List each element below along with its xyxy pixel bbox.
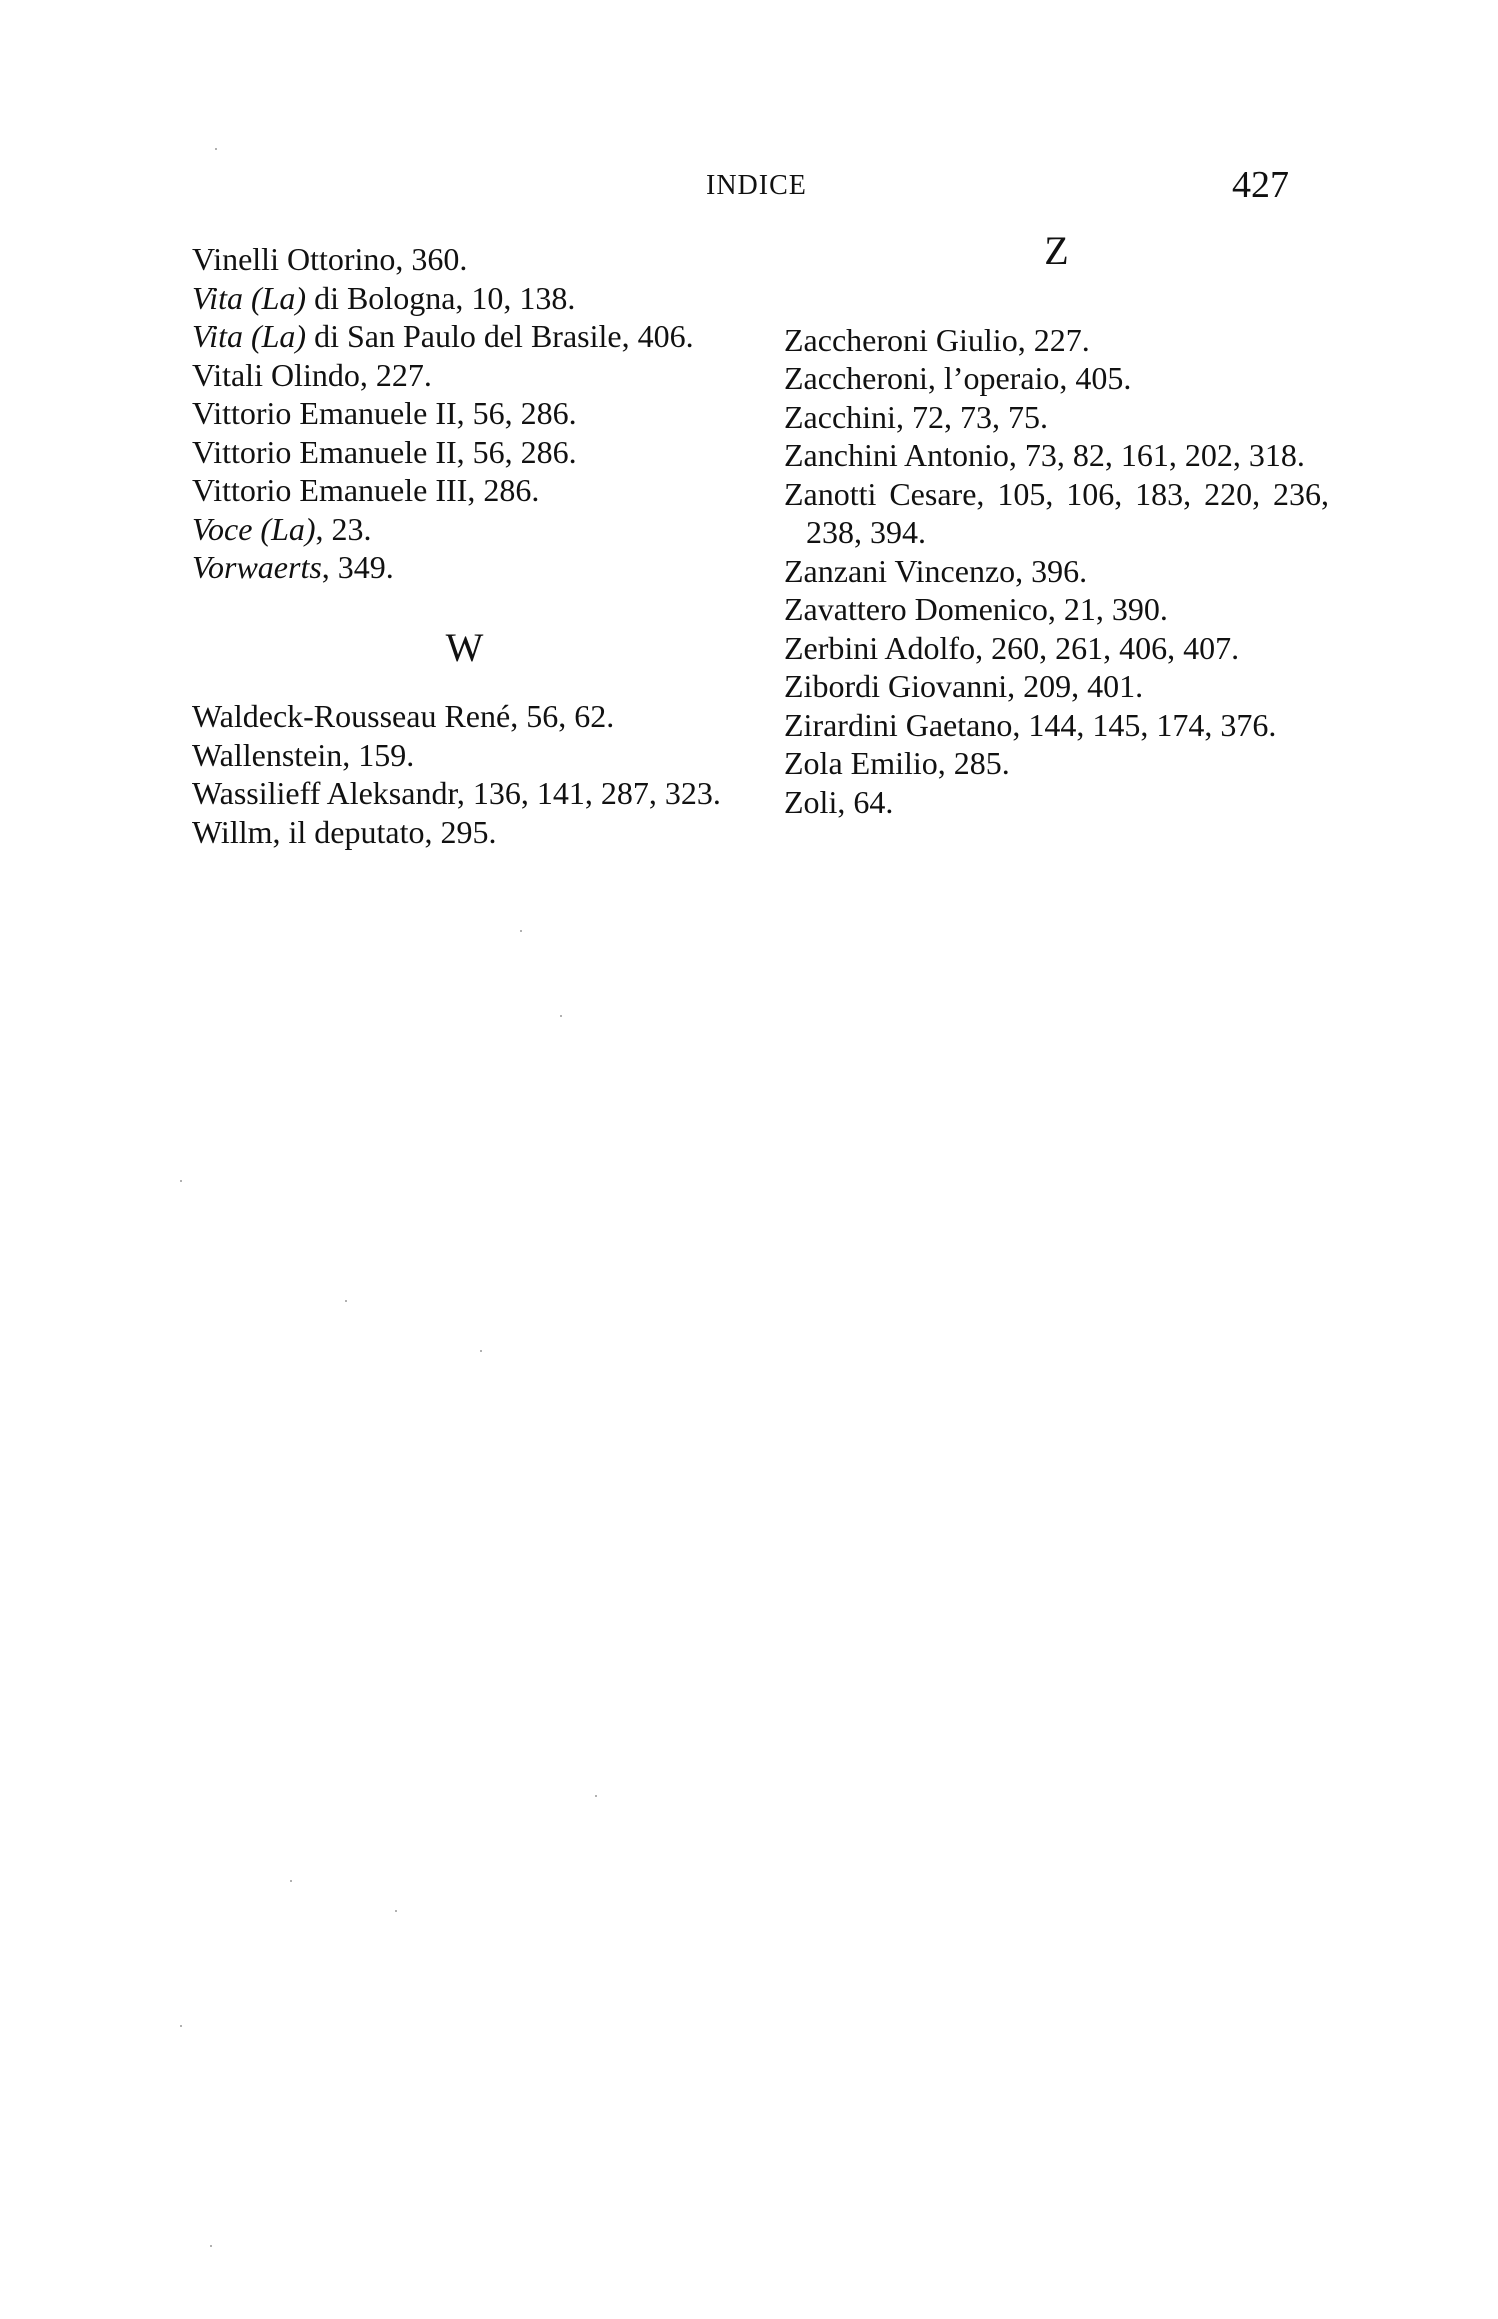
index-entry [192,433,737,472]
index-entry-text: , 23. [315,510,372,547]
index-entry [192,736,737,775]
index-entry-text: Vinelli Ottorino, 360. [192,241,468,277]
index-entry-title: Voce (La) [192,510,316,547]
scan-speck [290,1880,292,1882]
scan-speck [180,2025,182,2027]
index-entry-text: Zoli, 64. [784,783,894,820]
index-entry-text: Vittorio Emanuele III, 286. [192,472,540,508]
index-entry-text: di Bologna, 10, 138. [306,279,576,316]
index-entry-text: Zanzani Vincenzo, 396. [784,552,1088,589]
index-entry-text: Zanotti Cesare, 105, 106, 183, 220, 236, 238, 394. [784,475,1329,550]
index-group-w [192,697,737,851]
index-entry-text: Zaccheroni, l’operaio, 405. [784,360,1132,396]
index-entry [784,744,1329,783]
scan-speck [215,148,217,150]
index-entry [192,279,737,318]
index-entry [192,317,737,356]
scan-speck [520,930,522,932]
index-entry-text: Zirardini Gaetano, 144, 145, 174, 376. [784,706,1277,743]
index-entry [784,398,1329,437]
scan-speck [180,1180,182,1182]
index-entry-text: Wassilieff Aleksandr, 136, 141, 287, 323. [192,775,721,811]
index-entry [192,394,737,433]
index-entry-text: Vittorio Emanuele II, 56, 286. [192,395,577,431]
index-entry [784,436,1329,475]
index-entry [784,629,1329,668]
index-entry [192,471,737,510]
index-entry-text: Zaccheroni Giulio, 227. [784,321,1090,358]
index-entry [192,510,737,549]
scan-speck [480,1350,482,1352]
index-column-right [784,228,1329,821]
page-number: 427 [1232,164,1289,206]
section-letter-z: Z [1044,228,1069,273]
index-entry-title: Vorwaerts [192,549,322,585]
index-entry-text: Zola Emilio, 285. [784,745,1010,781]
index-entry [192,240,737,279]
index-entry-text: , 349. [321,549,394,585]
index-entry [784,590,1329,629]
index-entry-text: di San Paulo del Brasile, 406. [306,318,694,354]
index-entry [192,774,737,813]
index-entry-text: Zibordi Giovanni, 209, 401. [784,668,1144,704]
index-entry [784,667,1329,706]
index-entry-text: Vittorio Emanuele II, 56, 286. [192,433,577,470]
index-entry [192,548,737,587]
index-entry [192,813,737,852]
scan-speck [560,1015,562,1017]
index-column-left [192,240,737,851]
index-entry-text: Zanchini Antonio, 73, 82, 161, 202, 318. [784,437,1305,473]
index-entry-text: Zerbini Adolfo, 260, 261, 406, 407. [784,629,1240,666]
index-entry-title: Vita (La) [192,279,307,316]
scan-speck [210,2245,212,2247]
index-entry [784,552,1329,591]
scan-speck [595,1795,597,1797]
index-entry [192,697,737,736]
index-entry [784,321,1329,360]
index-entry-text: Waldeck-Rousseau René, 56, 62. [192,698,615,734]
index-entry-text: Vitali Olindo, 227. [192,356,432,393]
scan-speck [345,1300,347,1302]
index-entry [784,783,1329,822]
index-entry-text: Zavattero Domenico, 21, 390. [784,591,1168,627]
index-entry [192,356,737,395]
index-entry [784,706,1329,745]
index-entry [784,475,1329,552]
index-entry-title: Vita (La) [192,318,307,354]
index-entry-text: Zacchini, 72, 73, 75. [784,398,1048,435]
index-entry-text: Willm, il deputato, 295. [192,813,497,850]
index-group-v [192,240,737,587]
scan-speck [395,1910,397,1912]
index-group-z [784,321,1329,822]
running-header-title: INDICE [706,170,807,201]
index-entry-text: Wallenstein, 159. [192,736,415,773]
index-entry [784,359,1329,398]
section-letter-w: W [445,624,484,670]
